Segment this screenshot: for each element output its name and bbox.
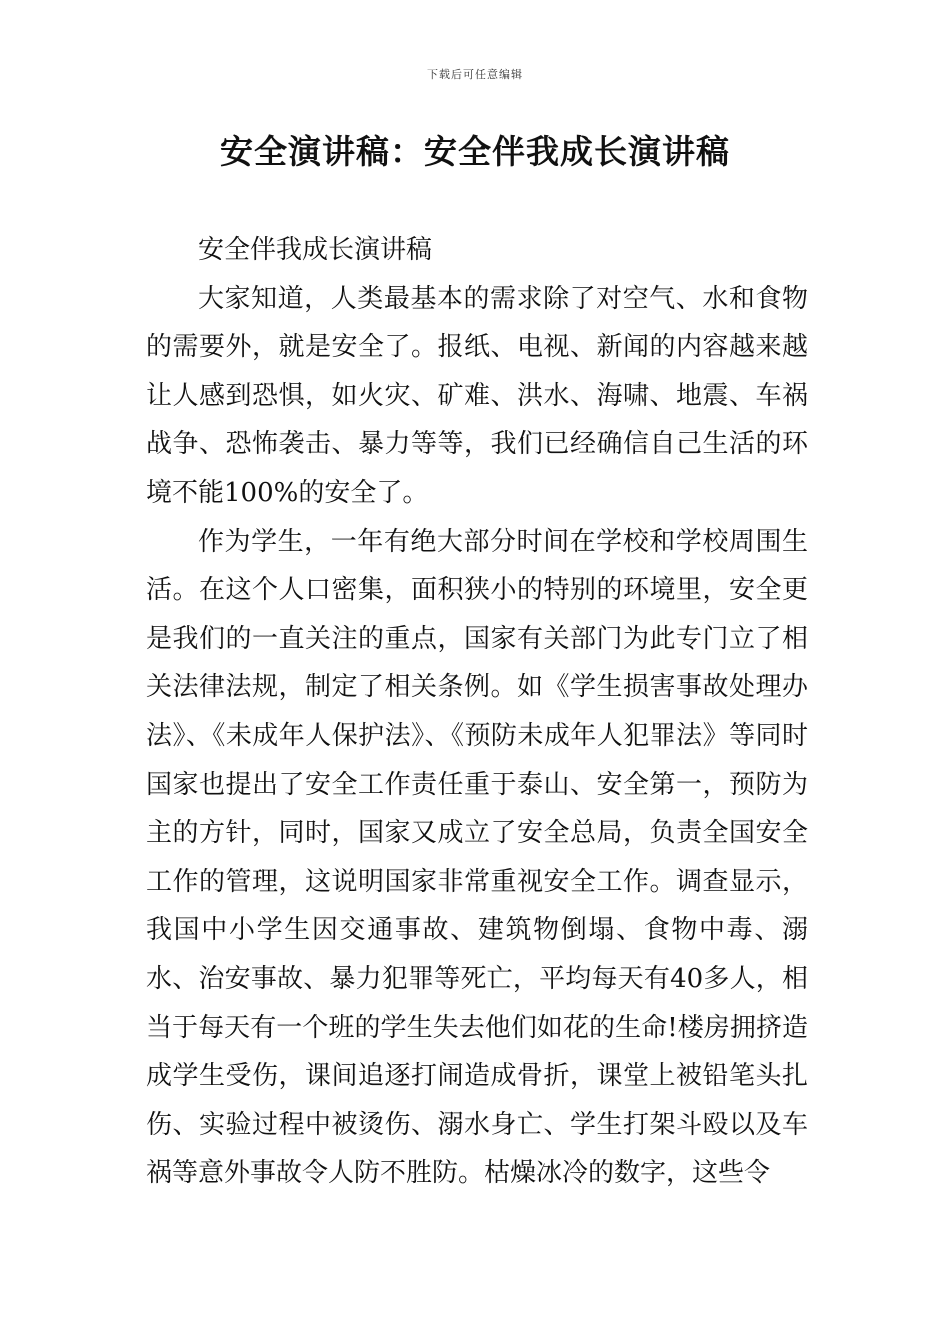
paragraph-intro: 大家知道，人类最基本的需求除了对空气、水和食物的需要外，就是安全了。报纸、电视、新闻的内容越来越让人感到恐惧，如火灾、矿难、洪水、海啸、地震、车祸战争、恐怖袭击、暴力等等，我们已经确信自己生活的环境不能100%的安全了。 xyxy=(146,283,808,508)
document-body xyxy=(146,226,808,1198)
paragraph-subtitle: 安全伴我成长演讲稿 xyxy=(198,235,433,265)
header-note: 下载后可任意编辑 xyxy=(427,68,523,81)
document-title: 安全演讲稿：安全伴我成长演讲稿 xyxy=(220,132,730,171)
paragraph-student-safety: 作为学生，一年有绝大部分时间在学校和学校周围生活。在这个人口密集，面积狭小的特别的环境里，安全更是我们的一直关注的重点，国家有关部门为此专门立了相关法律法规，制定了相关条例。如《学生损害事故处理办法》、《未成年人保护法》、《预防未成年人犯罪法》等同时国家也提出了安全工作责任重于泰山、安全第一，预防为主的方针，同时，国家又成立了安全总局，负责全国安全工作的管理，这说明国家非常重视安全工作。调查显示，我国中小学生因交通事故、建筑物倒塌、食物中毒、溺水、治安事故、暴力犯罪等死亡，平均每天有40多人，相当于每天有一个班的学生失去他们如花的生命!楼房拥挤造成学生受伤，课间追逐打闹造成骨折，课堂上被铅笔头扎伤、实验过程中被烫伤、溺水身亡、学生打架斗殴以及车祸等意外事故令人防不胜防。枯燥冰冷的数字，这些令 xyxy=(146,526,808,1189)
